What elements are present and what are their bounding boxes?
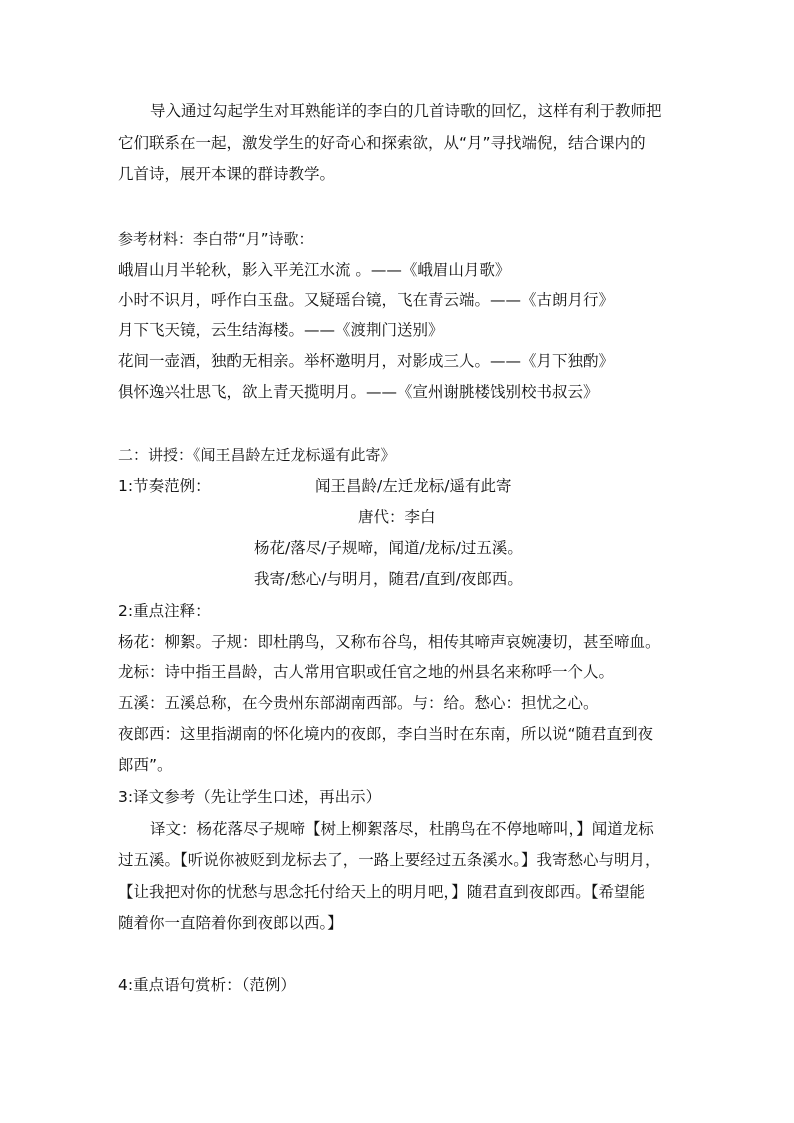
poem-title: 闻王昌龄/左迁龙标/遥有此寄 [315,477,512,495]
translation-line-2: 过五溪。【听说你被贬到龙标去了，一路上要经过五条溪水。】我寄愁心与明月， [118,851,661,869]
poem-line-1: 杨花/落尽/子规啼，闻道/龙标/过五溪。 [254,539,523,557]
note-line-4: 夜郎西：这里指湖南的怀化境内的夜郎，李白当时在东南，所以说“随君直到夜 [118,725,654,743]
intro-line-2: 它们联系在一起，激发学生的好奇心和探索欲，从“月”寻找端倪，结合课内的 [118,134,646,152]
translation-line-1: 译文：杨花落尽子规啼【树上柳絮落尽，杜鹃鸟在不停地啼叫，】闻道龙标 [150,820,654,838]
intro-line-3: 几首诗，展开本课的群诗教学。 [118,165,336,183]
note-line-1: 杨花：柳絮。子规：即杜鹃鸟，又称布谷鸟，相传其啼声哀婉凄切，甚至啼血。 [118,633,661,651]
intro-line-1: 导入通过勾起学生对耳熟能详的李白的几首诗歌的回忆，这样有利于教师把 [150,102,662,120]
note-line-2: 龙标：诗中指王昌龄，古人常用官职或任官之地的州县名来称呼一个人。 [118,663,615,681]
poem-line-2: 我寄/愁心/与明月，随君/直到/夜郎西。 [254,570,523,588]
reference-poem-2: 小时不识月，呼作白玉盘。又疑瑶台镜，飞在青云端。——《古朗月行》 [118,291,615,309]
reference-heading: 参考材料：李白带“月”诗歌： [118,230,314,248]
reference-poem-5: 俱怀逸兴壮思飞，欲上青天揽明月。——《宣州谢朓楼饯别校书叔云》 [118,383,599,401]
translation-label: 3:译文参考（先让学生口述，再出示） [118,788,382,806]
analysis-label: 4:重点语句赏析：（范例） [118,976,296,994]
notes-label: 2:重点注释： [118,602,211,620]
translation-line-4: 随着你一直陪着你到夜郎以西。】 [118,914,343,932]
reference-poem-4: 花间一壶酒，独酌无相亲。举杯邀明月，对影成三人。——《月下独酌》 [118,352,615,370]
translation-line-3: 【让我把对你的忧愁与思念托付给天上的明月吧，】随君直到夜郎西。【希望能 [118,883,646,901]
rhythm-label: 1:节奏范例： [118,477,211,495]
poem-author: 唐代：李白 [358,508,436,526]
reference-poem-1: 峨眉山月半轮秋，影入平羌江水流 。——《峨眉山月歌》 [118,261,511,279]
note-line-5: 郎西”。 [118,756,173,774]
reference-poem-3: 月下飞天镜，云生结海楼。——《渡荆门送别》 [118,321,444,339]
note-line-3: 五溪：五溪总称，在今贵州东部湖南西部。与：给。愁心：担忧之心。 [118,694,599,712]
section2-heading: 二：讲授：《闻王昌龄左迁龙标遥有此寄》 [118,446,396,464]
